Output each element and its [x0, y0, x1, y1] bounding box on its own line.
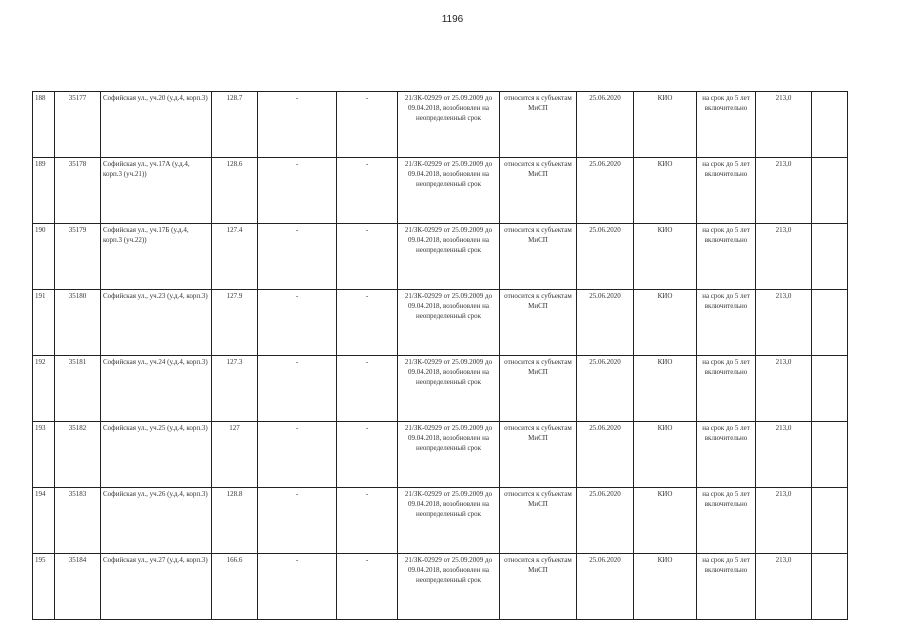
empty-value-cell: -: [258, 224, 337, 290]
object-area: 128.6: [212, 158, 258, 224]
rate-value: 213,0: [756, 224, 812, 290]
rate-value: 213,0: [756, 290, 812, 356]
lease-agreement: 21/ЗК-02929 от 25.09.2009 до 09.04.2018, возобновлен на неопределенный срок: [398, 290, 500, 356]
empty-value-cell: -: [337, 488, 398, 554]
object-area: 127.4: [212, 224, 258, 290]
decision-date: 25.06.2020: [577, 158, 634, 224]
lease-term: на срок до 5 лет включительно: [697, 158, 756, 224]
object-area: 128.7: [212, 92, 258, 158]
lease-term: на срок до 5 лет включительно: [697, 224, 756, 290]
row-index: 189: [33, 158, 55, 224]
responsible-org: КИО: [634, 356, 697, 422]
lease-agreement: 21/ЗК-02929 от 25.09.2009 до 09.04.2018, возобновлен на неопределенный срок: [398, 422, 500, 488]
lease-agreement: 21/ЗК-02929 от 25.09.2009 до 09.04.2018, возобновлен на неопределенный срок: [398, 356, 500, 422]
rate-value: 213,0: [756, 422, 812, 488]
object-address: Софийская ул., уч.20 (у.д.4, корп.3): [101, 92, 212, 158]
tenant-category: относится к субъектам МиСП: [500, 92, 577, 158]
object-code: 35177: [55, 92, 101, 158]
rate-value: 213,0: [756, 92, 812, 158]
object-code: 35178: [55, 158, 101, 224]
object-code: 35181: [55, 356, 101, 422]
responsible-org: КИО: [634, 290, 697, 356]
tenant-category: относится к субъектам МиСП: [500, 158, 577, 224]
notes-cell: [812, 224, 848, 290]
empty-value-cell: -: [337, 356, 398, 422]
object-area: 127.3: [212, 356, 258, 422]
lease-term: на срок до 5 лет включительно: [697, 422, 756, 488]
row-index: 192: [33, 356, 55, 422]
object-code: 35184: [55, 554, 101, 620]
empty-value-cell: -: [337, 422, 398, 488]
row-index: 191: [33, 290, 55, 356]
object-address: Софийская ул., уч.24 (у.д.4, корп.3): [101, 356, 212, 422]
row-index: 194: [33, 488, 55, 554]
object-address: Софийская ул., уч.17А (у.д.4, корп.3 (уч.21)): [101, 158, 212, 224]
table-row: [33, 356, 848, 422]
object-address: Софийская ул., уч.26 (у.д.4, корп.3): [101, 488, 212, 554]
tenant-category: относится к субъектам МиСП: [500, 422, 577, 488]
decision-date: 25.06.2020: [577, 356, 634, 422]
object-area: 128.8: [212, 488, 258, 554]
empty-value-cell: -: [337, 224, 398, 290]
decision-date: 25.06.2020: [577, 224, 634, 290]
responsible-org: КИО: [634, 488, 697, 554]
lease-term: на срок до 5 лет включительно: [697, 92, 756, 158]
table-row: [33, 92, 848, 158]
empty-value-cell: -: [258, 158, 337, 224]
table-row: [33, 422, 848, 488]
object-address: Софийская ул., уч.23 (у.д.4, корп.3): [101, 290, 212, 356]
object-address: Софийская ул., уч.25 (у.д.4, корп.3): [101, 422, 212, 488]
decision-date: 25.06.2020: [577, 290, 634, 356]
responsible-org: КИО: [634, 92, 697, 158]
empty-value-cell: -: [337, 554, 398, 620]
row-index: 188: [33, 92, 55, 158]
notes-cell: [812, 158, 848, 224]
responsible-org: КИО: [634, 422, 697, 488]
lease-agreement: 21/ЗК-02929 от 25.09.2009 до 09.04.2018, возобновлен на неопределенный срок: [398, 554, 500, 620]
table-row: [33, 488, 848, 554]
object-code: 35182: [55, 422, 101, 488]
registry-table: [32, 91, 848, 620]
notes-cell: [812, 356, 848, 422]
notes-cell: [812, 554, 848, 620]
empty-value-cell: -: [258, 356, 337, 422]
registry-rows: [33, 92, 848, 620]
responsible-org: КИО: [634, 224, 697, 290]
object-code: 35179: [55, 224, 101, 290]
empty-value-cell: -: [258, 290, 337, 356]
table-row: [33, 158, 848, 224]
page-number: 1196: [441, 14, 464, 25]
lease-agreement: 21/ЗК-02929 от 25.09.2009 до 09.04.2018, возобновлен на неопределенный срок: [398, 158, 500, 224]
empty-value-cell: -: [258, 554, 337, 620]
notes-cell: [812, 422, 848, 488]
empty-value-cell: -: [337, 158, 398, 224]
object-code: 35180: [55, 290, 101, 356]
lease-term: на срок до 5 лет включительно: [697, 356, 756, 422]
table-row: [33, 224, 848, 290]
rate-value: 213,0: [756, 158, 812, 224]
notes-cell: [812, 290, 848, 356]
rate-value: 213,0: [756, 554, 812, 620]
empty-value-cell: -: [258, 488, 337, 554]
tenant-category: относится к субъектам МиСП: [500, 488, 577, 554]
responsible-org: КИО: [634, 554, 697, 620]
lease-agreement: 21/ЗК-02929 от 25.09.2009 до 09.04.2018, возобновлен на неопределенный срок: [398, 488, 500, 554]
row-index: 193: [33, 422, 55, 488]
table-row: [33, 554, 848, 620]
decision-date: 25.06.2020: [577, 554, 634, 620]
empty-value-cell: -: [258, 422, 337, 488]
empty-value-cell: -: [337, 290, 398, 356]
object-address: Софийская ул., уч.17Б (у.д.4, корп.3 (уч.22)): [101, 224, 212, 290]
tenant-category: относится к субъектам МиСП: [500, 554, 577, 620]
object-area: 166.6: [212, 554, 258, 620]
notes-cell: [812, 92, 848, 158]
lease-term: на срок до 5 лет включительно: [697, 554, 756, 620]
rate-value: 213,0: [756, 488, 812, 554]
object-address: Софийская ул., уч.27 (у.д.4, корп.3): [101, 554, 212, 620]
lease-term: на срок до 5 лет включительно: [697, 290, 756, 356]
tenant-category: относится к субъектам МиСП: [500, 290, 577, 356]
lease-agreement: 21/ЗК-02929 от 25.09.2009 до 09.04.2018, возобновлен на неопределенный срок: [398, 92, 500, 158]
responsible-org: КИО: [634, 158, 697, 224]
empty-value-cell: -: [337, 92, 398, 158]
rate-value: 213,0: [756, 356, 812, 422]
notes-cell: [812, 488, 848, 554]
decision-date: 25.06.2020: [577, 92, 634, 158]
object-area: 127.9: [212, 290, 258, 356]
empty-value-cell: -: [258, 92, 337, 158]
row-index: 195: [33, 554, 55, 620]
object-area: 127: [212, 422, 258, 488]
tenant-category: относится к субъектам МиСП: [500, 224, 577, 290]
decision-date: 25.06.2020: [577, 488, 634, 554]
table-row: [33, 290, 848, 356]
row-index: 190: [33, 224, 55, 290]
lease-agreement: 21/ЗК-02929 от 25.09.2009 до 09.04.2018, возобновлен на неопределенный срок: [398, 224, 500, 290]
lease-term: на срок до 5 лет включительно: [697, 488, 756, 554]
object-code: 35183: [55, 488, 101, 554]
tenant-category: относится к субъектам МиСП: [500, 356, 577, 422]
decision-date: 25.06.2020: [577, 422, 634, 488]
